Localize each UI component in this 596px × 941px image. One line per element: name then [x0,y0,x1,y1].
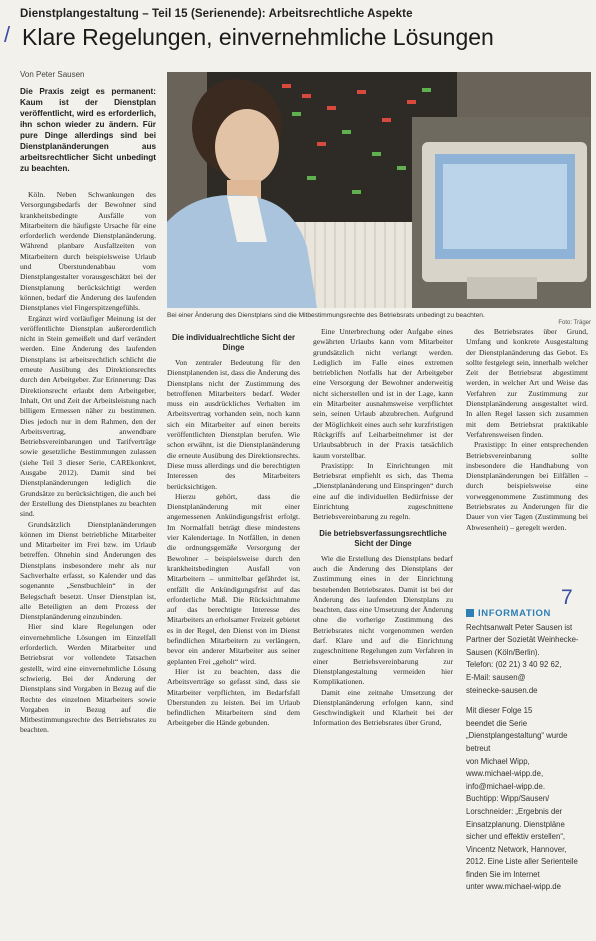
paragraph: des Betriebsrates über Grund, Umfang und konkrete Ausgestaltung der Dienstplanänderung das Gebot. Es sollte festgelegt sein, innerhalb welcher Zeit der Betriebsrat abgestimmt werden, in welcher Art und Weise das Verfahren zur Zustimmung zur Dienstplanänderung ausgestaltet wird. In allen Regel lassen sich zusammen mit dem Betriebsrat praktikable Verfahrensweisen finden. [466,327,588,439]
column-2 [167,327,300,934]
lead-paragraph: Die Praxis zeigt es permanent: Kaum ist der Dienstplan veröffentlicht, wird es erforderlich, ihn schon wieder zu ändern. Für pure Dinge allerdings sind bei Dienstplanänderungen aus arbeitsrechtlicher Sicht unbedingt zu beachten. [20,87,156,173]
info-line: E-Mail: sausen@ [466,672,526,682]
info-line: Einsatzplanung. Dienstpläne [466,819,565,829]
page-mark: 7 [561,586,573,609]
subheading: Die individualrechtliche Sicht der Dinge [171,333,296,352]
info-line: steinecke-sausen.de [466,685,538,695]
info-line: www.michael-wipp.de, [466,769,544,779]
info-box [466,608,586,894]
column-4 [466,327,588,603]
paragraph: Von zentraler Bedeutung für den Dienstplanenden ist, dass die Änderung des Dienstplans nicht der Zustimmung des betroffenen Mitarbeiters bedarf. Weder muss ein ausdrückliches Verhalten im Arbeitsvertrag vorhanden sein, noch kann sich ein Mitarbeiter auf einen bereits veröffentlichten Dienstplan berufen. Wie schon erwähnt, ist die Dienstplanänderung die erneute Ausübung des Direktionsrechts. Diese muss allerdings und die berechtigten Interessen des Mitarbeiters berücksichtigen. [167,358,300,491]
paragraph: Ergänzt wird vorläufiger Meinung ist der veröffentlichte Dienstplan außerordentlich nicht in Stein gemeißelt und darf verändert werden. Eine Änderung des laufenden Dienstplans ist arbeitsrechtlich schlicht die erneute Ausübung des Direktionsrechts durch den Arbeitgeber. Zur Erinnerung: Das Direktionsrecht erlaubt dem Arbeitgeber, Inhalt, Ort und Zeit der Arbeitsleistung nach billigem Ermessen näher zu bestimmen. Dies jedoch nur in dem Rahmen, den der Arbeitsvertrag, anwendbare Betriebsvereinbarungen und Tarifverträge sowie gesetzliche Bestimmungen zulassen (siehe Teil 3 dieser Serie, CAREkonkret, Ausgabe 2012). Damit sind bei Dienstplanänderungen lediglich die Grundsätze zu berücksichtigen, die auch bei der Erstellung des Dienstplanes zu beachten sind. [20,313,156,519]
column-3 [313,327,453,934]
info-line: Partner der Sozietät Weinhecke-Sausen (Köln/Berlin). [466,635,579,657]
paragraph: Köln. Neben Schwankungen des Versorgungsbedarfs der Bewohner sind krankheitsbedingte Ausfälle von Mitarbeitern die häufigste Ursache für eine erforderlich werdende Dienstplanänderung. Während planbare Ausfallzeiten von Mitarbeitern durch beispielsweise Urlaub und Überstundenabbau vom Dienstplangestalter vorausgeschätzt bei der Dienstplanung berücksichtigt werden können, bedarf die Änderung des laufenden Dienstplanes viel Fingerspitzengefühls. [20,190,156,313]
info-line: Lorschneider: „Ergebnis der [466,806,563,816]
square-icon [466,609,474,617]
info-line: Telefon: (02 21) 3 40 92 62, [466,660,562,670]
info-line: beendet die Serie „Dienstplangestaltung“ wurde betreut [466,718,568,753]
info-title [466,608,586,621]
info-line: Buchtipp: Wipp/Sausen/ [466,794,550,804]
headline: Klare Regelungen, einvernehmliche Lösungen [22,24,494,50]
info-line: sicher und effektiv erstellen“, [466,832,566,842]
info-line [466,697,586,705]
photo-illustration [167,72,591,308]
photo-caption [167,312,591,326]
info-line: 2012. Eine Liste aller Serienteile finden Sie im Internet [466,857,578,879]
byline: Von Peter Sausen [20,70,85,79]
article-photo [167,72,591,308]
info-title-text: INFORMATION [478,608,551,619]
info-line: Mit dieser Folge 15 [466,706,533,716]
kicker: Dienstplangestaltung – Teil 15 (Serienende): Arbeitsrechtliche Aspekte [20,8,413,20]
paragraph: Damit eine zeitnahe Umsetzung der Dienstplanänderung erfolgen kann, sind Geschwindigkeit und Klarheit bei der Information des Betriebsrates über Grund, [313,687,453,728]
paragraph: Hier ist zu beachten, dass die Arbeitsverträge so gefasst sind, dass sie Mitarbeiter verpflichten, im Bedarfsfall Überstunden zu leisten. Bei im Urlaub befindlichen Mitarbeitern sind dem Arbeitgeber die Hände gebunden. [167,666,300,728]
paragraph: Hier sind klare Regelungen oder einvernehmliche Lösungen im Einzelfall erforderlich. Werden Mitarbeiter und Betriebsrat vor vollendete Tatsachen gestellt, wird eine einvernehmliche Lösung schwierig. Bei der Änderung der Dienstplans sind Vorgaben in Bezug auf die Rechte des einzelnen Mitarbeiters sowie Vorgaben in Bezug auf die Mitbestimmungsrechte des Betriebsrates zu beachten. [20,622,156,735]
paragraph: Eine Unterbrechung oder Aufgabe eines gewährten Urlaubs kann vom Mitarbeiter grundsätzlich nicht verlangt werden. Lediglich im Falle eines extremen betrieblichen Notfalls hat der Arbeitgeber eine Versorgung der Bewohner anderweitig nicht sicherstellen und ist in der Lage, kann ein Mitarbeiter ausnahmsweise verpflichtet sein, seinen Urlaub abzubrechen. Aufgrund der Möglichkeit eines auch sehr kurzfristigen Rückgriffs auf Leiharbeitnehmer ist der Urlaubsabbruch in der Praxis tatsächlich kaum vorstellbar. [313,327,453,460]
info-line: Rechtsanwalt Peter Sausen ist [466,622,573,632]
paragraph: Wie die Erstellung des Dienstplans bedarf auch die Änderung des Dienstplans der Zustimmung eines in der Einrichtung bestehenden Betriebsrates. Damit ist bei der Änderung des laufenden Dienstplans zu beachten, dass eine Umsetzung der Änderung ohne die vorherige Zustimmung des Betriebsrates nicht vorgenommen werden darf. Klare und auf die Einrichtung zugeschnittene Regelungen zum Verfahren in einer Betriebsvereinbarung zur Dienstplangestaltung vermeiden hier Komplikationen. [313,553,453,687]
info-line: Vincentz Network, Hannover, [466,844,567,854]
margin-mark: / [4,22,11,47]
subheading: Die betriebsverfassungsrechtliche Sicht der Dinge [319,528,447,548]
caption-text: Bei einer Änderung des Dienstplans sind die Mitbestimmungsrechte des Betriebsrats unbedingt zu beachten. [167,312,485,319]
info-line: unter www.michael-wipp.de [466,882,561,892]
paragraph: Grundsätzlich Dienstplanänderungen können im Dienst betriebliche Mitarbeiter und Mitarbeiter im Frei bzw. im Urlaub betreffen. Ohnehin sind Änderungen des Dienstplans insbesondere mehr als nur Sachverhalte erfasst, so Kalender und das sogenannte „Senstbuchlein“ in der Belegschaft besetzt. Unser Dienstplan ist, alle Beteiligten an dem Prozess der Dienstplanänderung einzubinden. [20,519,156,622]
info-line: von Michael Wipp, [466,756,530,766]
paragraph: Praxistipp: In Einrichtungen mit Betriebsrat empfiehlt es sich, das Thema „Dienstplanänderung und Einspringen“ durch eine auf die individuellen Bedürfnisse der Einrichtung zugeschnittene Betriebsvereinbarung zu regeln. [313,460,453,522]
column-1 [20,190,156,934]
info-line: info@michael-wipp.de. [466,781,545,791]
paragraph: Hierzu gehört, dass die Dienstplanänderung mit einer angemessenen Ankündigungsfrist erfolgt. Im Normalfall beträgt diese mindestens vier Kalendertage. In Notfällen, in denen die ordnungsgemäße Versorgung der Bewohner – beispielsweise durch den krankheitsbedingten Ausfall von Mitarbeitern – unmittelbar gefährdet ist, entfällt die Ankündigungsfrist auf das erforderliche Maß. Die Rücksichtnahme auf das berechtigte Interesse des Mitarbeiters an erholsamer Freizeit gebietet es in der Regel, den Dienst von im Dienst befindlichen Mitarbeitern zu verlängern, bevor ein anderer Mitarbeiter aus seiner geplanten Frei „geholt“ wird. [167,491,300,666]
paragraph: Praxistipp: In einer entsprechenden Betriebsvereinbarung sollte insbesondere die Handhabung von Dienstplanänderungen bei Eilfällen – durch beispielsweise eine vorweggenommene Zustimmung des Betriebsrates zu Änderungen für die Dauer von vier Tagen (Zustimmung bei Abwesenheit) – geregelt werden. [466,440,588,532]
photo-credit: Foto: Träger [558,320,591,326]
